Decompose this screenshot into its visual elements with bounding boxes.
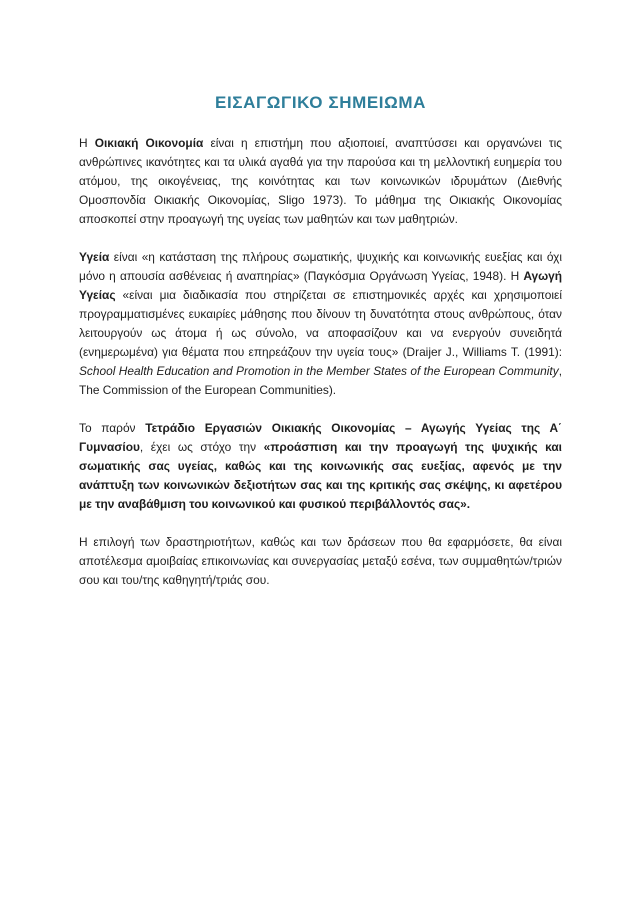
p3-text-a: Το παρόν [79,421,146,435]
p3-goal-statement: «προάσπιση και την προαγωγή της ψυχικής και σωματικής σας υγείας, καθώς και της κοινωνικής σας ευεξίας, αφενός με την ανάπτυξη των κοινωνικών δεξιοτήτων σας και της κριτικής σας σκέψης, κι αφετέρου με την αναβάθμιση του κοινωνικού και φυσικού περιβάλλοντός σας». [79,440,562,511]
paragraph-health [79,248,562,400]
paragraph-workbook-goal [79,419,562,514]
p1-text-c: είναι η επιστήμη που αξιοποιεί, αναπτύσσει και οργανώνει τις ανθρώπινες ικανότητες και τα υλικά αγαθά για την παρούσα και τη μελλοντική ευημερία του ατόμου, της οικογένειας, της κοινότητας και των κοινωνικών ιδρυμάτων (Διεθνής Ομοσπονδία Οικιακής Οικονομίας, Sligo 1973). Το μάθημα της Οικιακής Οικονομίας αποσκοπεί στην προαγωγή της υγείας των μαθητών και των μαθητριών. [79,136,562,226]
p2-term-health: Υγεία [79,250,110,264]
p2-citation-title: School Health Education and Promotion in the Member States of the European Community [79,364,559,378]
p3-text-c: , έχει ως στόχο την [139,440,264,454]
paragraph-home-economics [79,134,562,229]
p3-workbook-title: Τετράδιο Εργασιών Οικιακής Οικονομίας – Αγωγής Υγείας της Α΄ Γυμνασίου [79,421,562,454]
p2-text-f: , The Commission of the European Communities). [79,364,562,397]
page-title: ΕΙΣΑΓΩΓΙΚΟ ΣΗΜΕΙΩΜΑ [215,93,426,112]
paragraph-activities: Η επιλογή των δραστηριοτήτων, καθώς και των δράσεων που θα εφαρμόσετε, θα είναι αποτέλεσμα αμοιβαίας επικοινωνίας και συνεργασίας μεταξύ εσένα, των συμμαθητών/τριών σου και του/της καθηγητή/τριάς σου. [79,535,562,587]
p1-text-a: Η [79,136,95,150]
p2-text-d: «είναι μια διαδικασία που στηρίζεται σε επιστημονικές αρχές και χρησιμοποιεί προγραμματισμένες ευκαιρίες μάθησης που δίνουν τη δυνατότητα στους ανθρώπους, όταν λειτουργούν ως άτομα ή ως σύνολο, να αποφασίζουν και να ενεργούν συνειδητά (ενημερωμένα) για θέματα που επηρεάζουν την υγεία τους» (Draijer J., Williams T. (1991): [79,288,562,359]
p2-term-health-education: Αγωγή Υγείας [79,269,562,302]
p2-text-b: είναι «η κατάσταση της πλήρους σωματικής, ψυχικής και κοινωνικής ευεξίας και όχι μόνο η απουσία ασθένειας ή αναπηρίας» (Παγκόσμια Οργάνωση Υγείας, 1948). Η [79,250,562,283]
p1-term-home-economics: Οικιακή Οικονομία [94,136,204,150]
